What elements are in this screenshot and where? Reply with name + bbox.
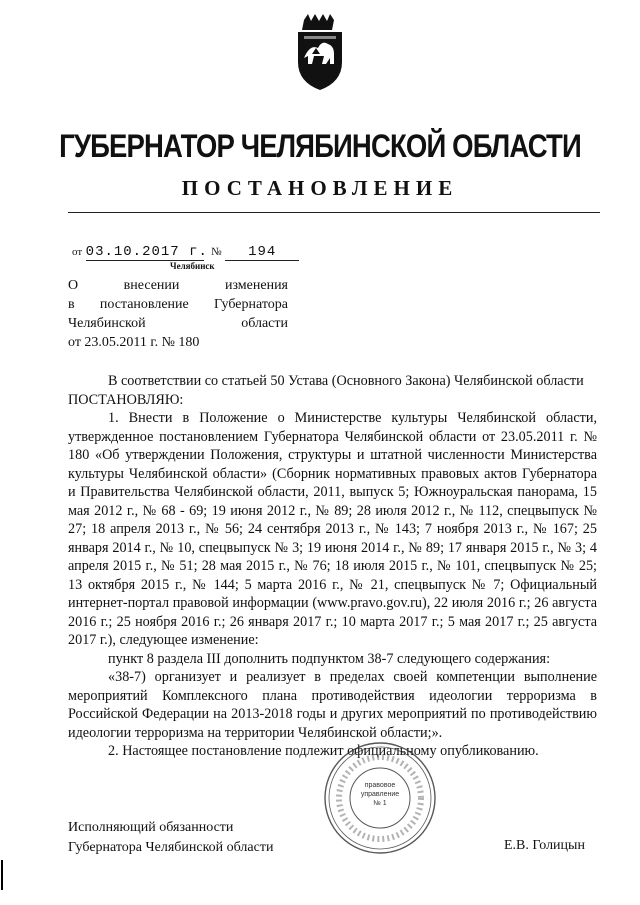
subject-word: области [241, 316, 288, 331]
subject-word: Челябинской [68, 316, 146, 331]
seal-line: № 1 [373, 800, 387, 807]
item-1-quote: «38-7) организует и реализует в пределах своей компетенции выполнение мероприятий Комплексного плана противодействия идеологии терроризма в Российской Федерации на 2013-2018 годы и других мероприятий по противодействию идеологии терроризма на территории Челябинской области;». [68, 669, 597, 741]
subject-line-2 [68, 295, 288, 314]
item-2: 2. Настоящее постановление подлежит официальному опубликованию. [108, 743, 539, 759]
header-divider [68, 212, 600, 213]
preamble: В соответствии со статьей 50 Устава (Основного Закона) Челябинской области [108, 373, 584, 389]
seal-text [322, 781, 438, 808]
subject-line-4: от 23.05.2011 г. № 180 [68, 335, 200, 350]
document-date: 03.10.2017 г. [85, 244, 208, 260]
document-subject [68, 276, 288, 352]
subject-word: О [68, 278, 79, 293]
scan-edge-mark [1, 860, 3, 890]
document-body [68, 372, 597, 761]
subject-word: изменения [224, 278, 288, 293]
signatory-position [68, 818, 273, 858]
subject-word: внесении [123, 278, 180, 293]
position-line-1: Исполняющий обязанности [68, 820, 234, 835]
seal-line: управление [360, 791, 400, 798]
number-prefix: № [211, 246, 222, 258]
subject-line-1 [68, 276, 288, 295]
coat-of-arms-icon [290, 14, 350, 92]
signatory-name: Е.В. Голицын [504, 838, 585, 853]
seal-line: правовое [364, 782, 396, 789]
position-line-2: Губернатора Челябинской области [68, 840, 274, 855]
city-label: Челябинск [170, 261, 215, 271]
date-prefix: от [72, 246, 83, 258]
item-1-point: пункт 8 раздела III дополнить подпунктом 38-7 следующего содержания: [108, 650, 551, 667]
registration-line [72, 244, 299, 261]
resolve-heading: ПОСТАНОВЛЯЮ: [68, 391, 184, 408]
document-number: 194 [225, 245, 299, 261]
subject-word: в постановление [68, 297, 189, 312]
subject-word: Губернатора [213, 297, 289, 312]
item-1: 1. Внести в Положение о Министерстве культуры Челябинской области, утвержденное постановлением Губернатора Челябинской области от 23.05.2011 г. № 180 «Об утверждении Положения, структуры и штатной численности Министерства культуры Челябинской области» (Сборник нормативных правовых актов Губернатора и Правительства Челябинской области, 2011, выпуск 5; Южноуральская панорама, 15 мая 2012 г., № 68 - 69; 19 июня 2012 г., № 89; 28 июля 2012 г., № 112, спецвыпуск № 27; 18 апреля 2013 г., № 56; 24 сентября 2013 г., № 143; 7 ноября 2013 г., № 167; 25 января 2014 г., № 10, спецвыпуск № 3; 19 июня 2014 г., № 89; 17 января 2015 г., № 3; 4 апреля 2015 г., № 51; 28 мая 2015 г., № 76; 18 июля 2015 г., № 101, спецвыпуск № 25; 13 октября 2015 г., № 144; 5 марта 2016 г., № 21, спецвыпуск № 7; Официальный интернет-портал правовой информации (www.pravo.gov.ru), 22 июля 2016 г.; 26 августа 2016 г.; 25 ноября 2016 г.; 26 января 2017 г.; 10 марта 2017 г.; 5 мая 2017 г.; 25 августа 2017 г.), следующее изменение: [68, 410, 597, 648]
document-type: ПОСТАНОВЛЕНИЕ [181, 176, 459, 200]
issuing-authority: ГУБЕРНАТОР ЧЕЛЯБИНСКОЙ ОБЛАСТИ [59, 128, 581, 164]
subject-line-3 [68, 314, 288, 333]
